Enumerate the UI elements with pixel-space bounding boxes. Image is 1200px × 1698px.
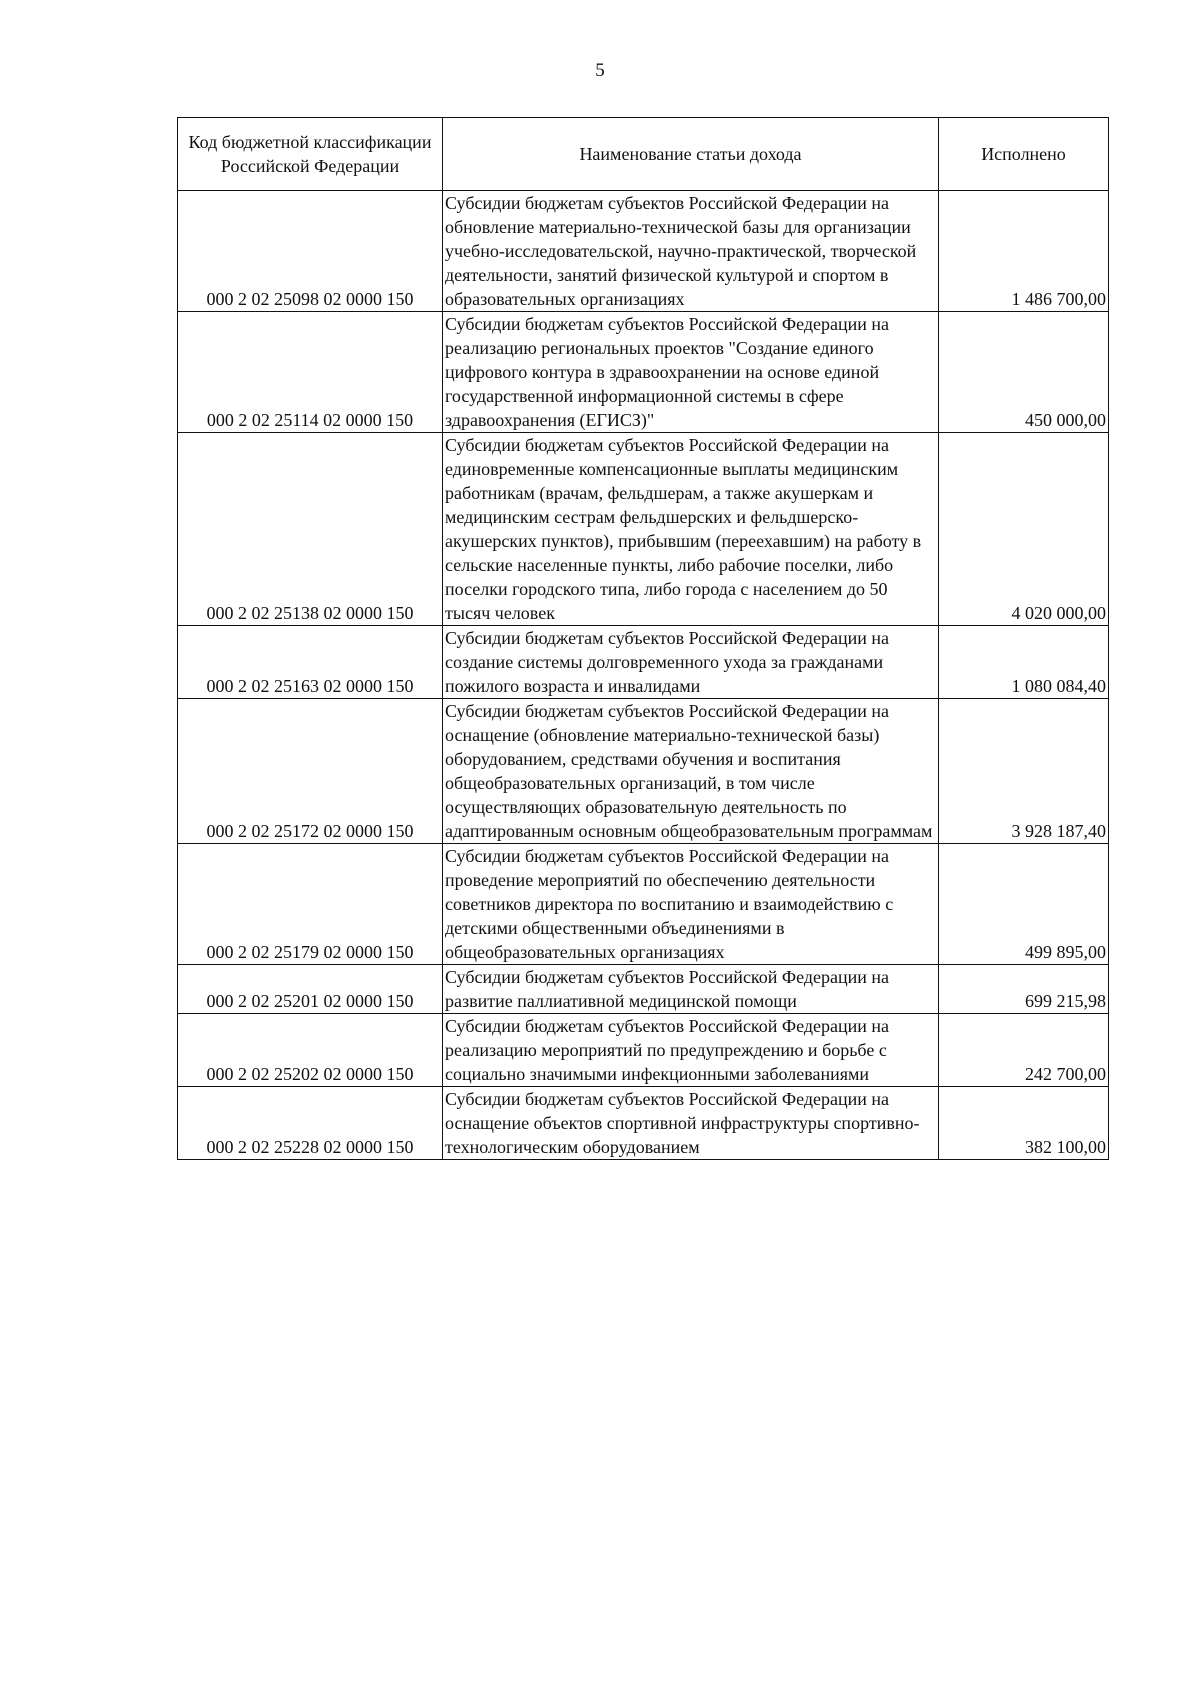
header-budget-code: Код бюджетной классификации Российской Федерации <box>178 118 443 191</box>
executed-amount-cell: 499 895,00 <box>939 844 1109 965</box>
table-row <box>178 191 1109 312</box>
executed-amount-cell: 382 100,00 <box>939 1087 1109 1160</box>
executed-amount-cell: 699 215,98 <box>939 965 1109 1014</box>
budget-code-cell: 000 2 02 25172 02 0000 150 <box>178 699 443 844</box>
budget-code-cell: 000 2 02 25179 02 0000 150 <box>178 844 443 965</box>
revenue-name-cell: Субсидии бюджетам субъектов Российской Федерации на реализацию мероприятий по предупреждению и борьбе с социально значимыми инфекционными заболеваниями <box>443 1014 939 1087</box>
table-row <box>178 312 1109 433</box>
budget-code-cell: 000 2 02 25114 02 0000 150 <box>178 312 443 433</box>
budget-code-cell: 000 2 02 25228 02 0000 150 <box>178 1087 443 1160</box>
table-row <box>178 965 1109 1014</box>
page-number: 5 <box>595 60 605 81</box>
executed-amount-cell: 450 000,00 <box>939 312 1109 433</box>
executed-amount-cell: 3 928 187,40 <box>939 699 1109 844</box>
revenue-name-cell: Субсидии бюджетам субъектов Российской Федерации на обновление материально-технической базы для организации учебно-исследовательской, научно-практической, творческой деятельности, занятий физической культурой и спортом в образовательных организациях <box>443 191 939 312</box>
budget-code-cell: 000 2 02 25201 02 0000 150 <box>178 965 443 1014</box>
table-row <box>178 699 1109 844</box>
table-row <box>178 844 1109 965</box>
executed-amount-cell: 4 020 000,00 <box>939 433 1109 626</box>
revenue-name-cell: Субсидии бюджетам субъектов Российской Федерации на проведение мероприятий по обеспечению деятельности советников директора по воспитанию и взаимодействию с детскими общественными объединениями в общеобразовательных организациях <box>443 844 939 965</box>
revenue-name-cell: Субсидии бюджетам субъектов Российской Федерации на единовременные компенсационные выплаты медицинским работникам (врачам, фельдшерам, а также акушеркам и медицинским сестрам фельдшерских и фельдшерско-акушерских пунктов), прибывшим (переехавшим) на работу в сельские населенные пункты, либо рабочие поселки, либо поселки городского типа, либо города с населением до 50 тысяч человек <box>443 433 939 626</box>
table-row <box>178 1014 1109 1087</box>
header-revenue-name: Наименование статьи дохода <box>443 118 939 191</box>
executed-amount-cell: 1 080 084,40 <box>939 626 1109 699</box>
header-executed: Исполнено <box>939 118 1109 191</box>
revenue-name-cell: Субсидии бюджетам субъектов Российской Федерации на развитие паллиативной медицинской помощи <box>443 965 939 1014</box>
budget-code-cell: 000 2 02 25163 02 0000 150 <box>178 626 443 699</box>
executed-amount-cell: 1 486 700,00 <box>939 191 1109 312</box>
executed-amount-cell: 242 700,00 <box>939 1014 1109 1087</box>
revenue-name-cell: Субсидии бюджетам субъектов Российской Федерации на создание системы долговременного ухода за гражданами пожилого возраста и инвалидами <box>443 626 939 699</box>
table-header-row <box>178 118 1109 191</box>
table-row <box>178 626 1109 699</box>
revenue-name-cell: Субсидии бюджетам субъектов Российской Федерации на оснащение (обновление материально-технической базы) оборудованием, средствами обучения и воспитания общеобразовательных организаций, в том числе осуществляющих образовательную деятельность по адаптированным основным общеобразовательным программам <box>443 699 939 844</box>
budget-code-cell: 000 2 02 25202 02 0000 150 <box>178 1014 443 1087</box>
revenue-name-cell: Субсидии бюджетам субъектов Российской Федерации на реализацию региональных проектов "Создание единого цифрового контура в здравоохранении на основе единой государственной информационной системы в сфере здравоохранения (ЕГИСЗ)" <box>443 312 939 433</box>
revenue-name-cell: Субсидии бюджетам субъектов Российской Федерации на оснащение объектов спортивной инфраструктуры спортивно-технологическим оборудованием <box>443 1087 939 1160</box>
table-row <box>178 433 1109 626</box>
table-row <box>178 1087 1109 1160</box>
budget-code-cell: 000 2 02 25138 02 0000 150 <box>178 433 443 626</box>
revenue-table <box>177 117 1109 1160</box>
budget-code-cell: 000 2 02 25098 02 0000 150 <box>178 191 443 312</box>
